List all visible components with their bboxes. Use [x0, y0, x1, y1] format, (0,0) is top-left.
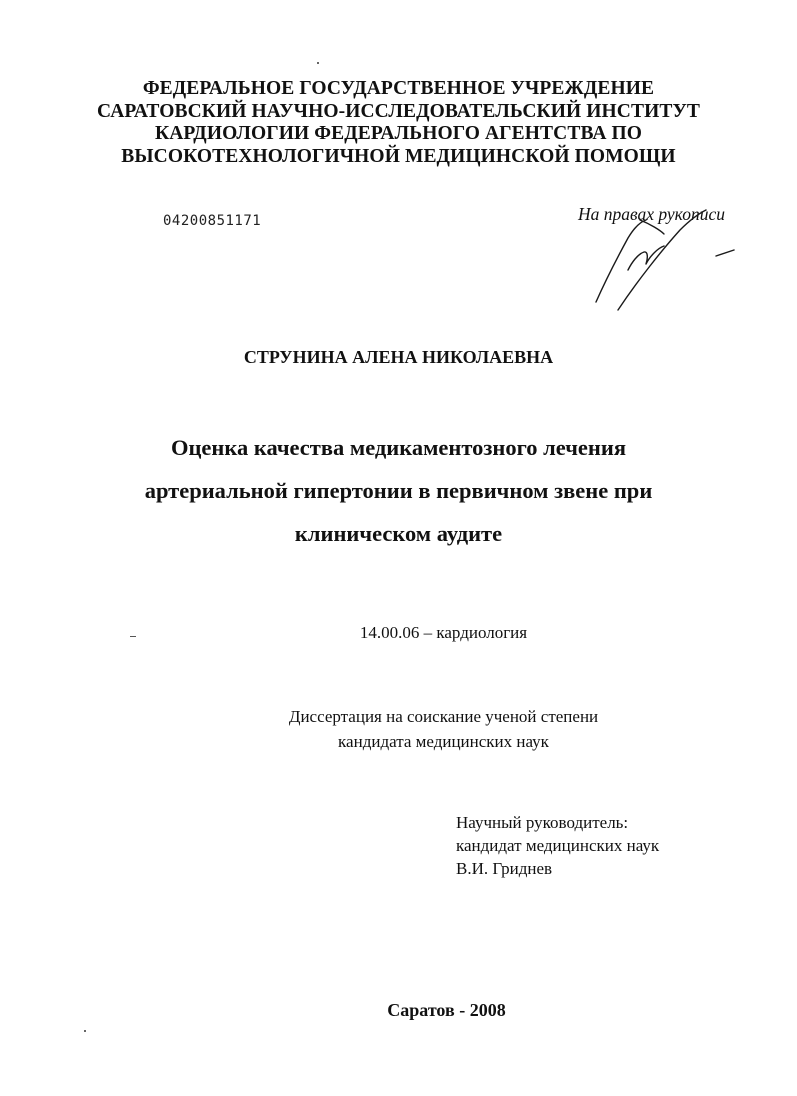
- supervisor-line: кандидат медицинских наук: [456, 836, 660, 855]
- scan-speck: [84, 1030, 86, 1032]
- title-line: Оценка качества медикаментозного лечения: [170, 435, 627, 460]
- institution-header: [0, 78, 797, 168]
- degree-line: кандидата медицинских наук: [338, 732, 549, 751]
- author-name: СТРУНИНА АЛЕНА НИКОЛАЕВНА: [243, 347, 554, 367]
- header-line: КАРДИОЛОГИИ ФЕДЕРАЛЬНОГО АГЕНТСТВА ПО: [154, 123, 643, 144]
- title-line: клиническом аудите: [294, 521, 503, 546]
- header-line: ФЕДЕРАЛЬНОЕ ГОСУДАРСТВЕННОЕ УЧРЕЖДЕНИЕ: [142, 78, 655, 99]
- rights-note: На правах рукописи: [578, 204, 725, 224]
- supervisor-line: Научный руководитель:: [456, 813, 629, 832]
- handwritten-signature: [588, 200, 748, 318]
- header-line: САРАТОВСКИЙ НАУЧНО-ИССЛЕДОВАТЕЛЬСКИЙ ИНСТИТУТ: [97, 100, 700, 122]
- degree-line: Диссертация на соискание ученой степени: [288, 707, 599, 726]
- header-line: ВЫСОКОТЕХНОЛОГИЧНОЙ МЕДИЦИНСКОЙ ПОМОЩИ: [121, 145, 676, 167]
- dissertation-title: [0, 426, 797, 555]
- specialty-code: 14.00.06 – кардиология: [359, 623, 528, 642]
- library-code: 04200851171: [163, 213, 262, 229]
- scan-speck: [317, 62, 319, 64]
- supervisor-block: [456, 811, 659, 880]
- supervisor-line: В.И. Гриднев: [456, 859, 553, 878]
- title-line: артериальной гипертонии в первичном звене при: [144, 478, 653, 503]
- city-year: Саратов - 2008: [387, 1000, 506, 1020]
- degree-statement: [0, 704, 797, 754]
